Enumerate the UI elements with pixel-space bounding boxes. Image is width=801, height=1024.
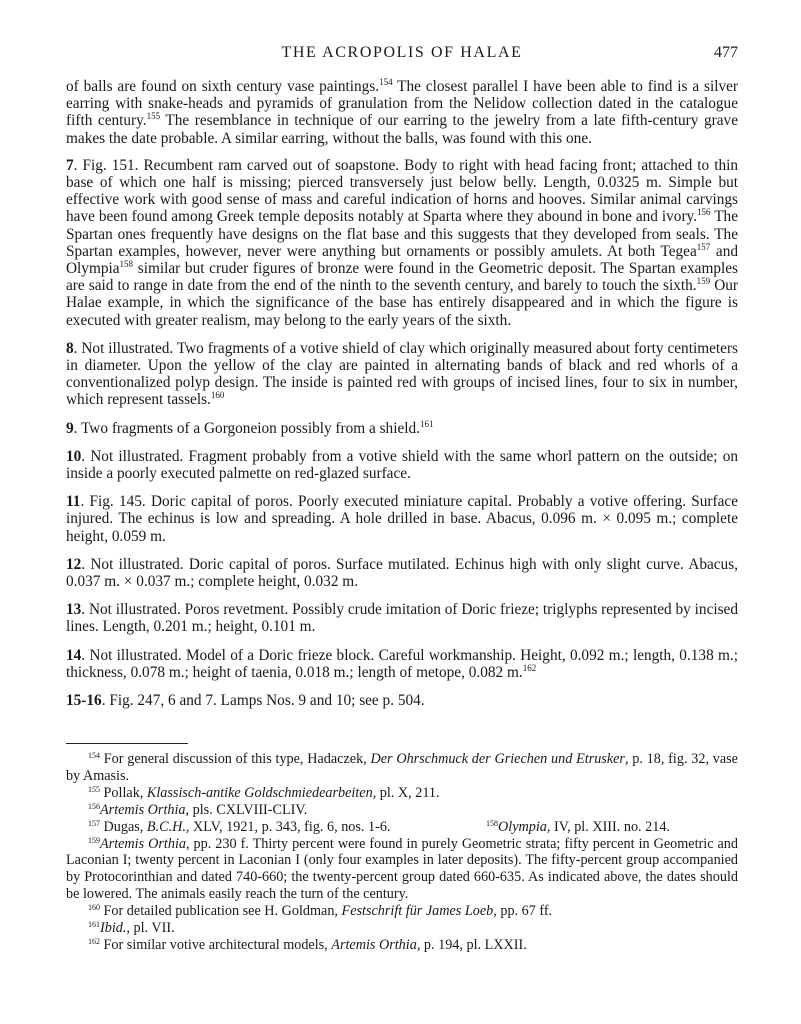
item-number: 9: [66, 419, 74, 437]
catalogue-item-9: 9. Two fragments of a Gorgoneion possibly from a shield.$^{161}$: [66, 418, 434, 437]
footnote-ref: 156: [697, 207, 711, 218]
cited-title: Artemis Orthia: [100, 801, 186, 818]
footnote-ref: 162: [522, 662, 537, 673]
catalogue-item-12: 12. Not illustrated. Doric capital of poros. Surface mutilated. Echinus high with only slight curve. Abacus, 0.037 m. × 0.037 m.; complete height, 0.032 m.: [66, 555, 738, 591]
footnote-161: $^{161}$Ibid., pl. VII.: [88, 920, 175, 937]
cited-title: B.C.H.: [146, 818, 186, 835]
item-number: 14: [66, 646, 82, 664]
footnotes: [66, 751, 738, 954]
footnote-157: $^{157}$ Dugas, B.C.H., XLV, 1921, p. 343, fig. 6, nos. 1-6.: [88, 818, 391, 835]
item-number: 13: [66, 601, 82, 619]
footnote-160: $^{160}$ For detailed publication see H. Goldman, Festschrift für James Loeb, pp. 67 ff.: [88, 903, 553, 920]
intro-paragraph: of balls are found on sixth century vase paintings.$^{154}$ The closest parallel I have been able to find is a silver earring with snake-heads and pyramids of granulation from the Nelidow collection dated in the catalogue fifth century.$^{155}$ The resemblance in technique of our earring to the jewelry from a late fifth-century grave makes the date probable. A similar earring, without the balls, was found with this one.: [66, 77, 738, 147]
footnote-159: $^{159}$Artemis Orthia, pp. 230 f. Thirty percent were found in purely Geometric strata; fifty percent in Geometric and Laconian I; twenty percent in Laconian I (only four examples in later deposits). The fifty-percent group accompanied by Protocorinthian and dated 740-660; the twenty-percent group dated 660-635. As indicated above, the dates should be lowered. The animals easily reach the turn of the century.: [66, 835, 738, 903]
footnote-number: 159: [88, 835, 100, 845]
footnote-ref: 159: [696, 276, 711, 287]
body-text: [66, 78, 738, 720]
catalogue-item-14: 14. Not illustrated. Model of a Doric frieze block. Careful workmanship. Height, 0.092 m.; length, 0.138 m.; thickness, 0.078 m.; height of taenia, 0.018 m.; length of metope, 0.082 m.$^{162}$: [66, 646, 738, 681]
catalogue-item-11: 11. Fig. 145. Doric capital of poros. Poorly executed miniature capital. Probably a votive offering. Surface injured. The echinus is low and spreading. A hole drilled in base. Abacus, 0.096 m. × 0.095 m.; complete height, 0.059 m.: [66, 493, 738, 545]
item-number: 11: [66, 493, 81, 511]
footnote-number: 154: [88, 751, 100, 760]
catalogue-item-13: 13. Not illustrated. Poros revetment. Possibly crude imitation of Doric frieze; triglyphs represented by incised lines. Length, 0.201 m.; height, 0.101 m.: [66, 601, 738, 636]
footnote-ref: 161: [419, 418, 434, 429]
catalogue-item-15-16: 15-16. Fig. 247, 6 and 7. Lamps Nos. 9 and 10; see p. 504.: [66, 692, 425, 710]
item-number: 12: [66, 555, 82, 573]
footnote-number: 160: [88, 903, 100, 913]
running-title: THE ACROPOLIS OF HALAE: [281, 44, 523, 61]
footnote-number: 155: [88, 784, 100, 794]
footnote-ref: 157: [696, 241, 711, 252]
footnote-separator: [66, 743, 188, 744]
cited-title: Festschrift für James Loeb: [341, 903, 494, 920]
cited-title: Artemis Orthia: [331, 936, 417, 953]
footnote-155: $^{155}$ Pollak, Klassisch-antike Goldschmiedearbeiten, pl. X, 211.: [88, 784, 440, 801]
cited-title: Artemis Orthia: [100, 835, 186, 852]
footnote-number: 158: [486, 818, 498, 828]
footnote-pair-157-158: [66, 819, 738, 836]
cited-title: Ibid.: [100, 920, 127, 937]
footnote-ref: 155: [146, 111, 161, 122]
footnote-number: 156: [88, 801, 100, 811]
footnote-156: $^{156}$Artemis Orthia, pls. CXLVIII-CLIV.: [88, 801, 308, 818]
footnote-ref: 154: [379, 77, 393, 87]
cited-title: Olympia: [498, 818, 547, 835]
cited-title: Klassisch-antike Goldschmiedearbeiten: [146, 784, 373, 801]
item-number: 15-16: [66, 692, 102, 710]
page-header: [66, 44, 738, 66]
page-number: 477: [714, 44, 738, 61]
item-number: 8: [66, 339, 74, 357]
catalogue-item-7: 7. Fig. 151. Recumbent ram carved out of soapstone. Body to right with head facing front; attached to thin base of which one half is missing; pierced transversely just below belly. Length, 0.0325 m. Simple but effective work with good sense of mass and careful indication of horns and hooves. Similar animal carvings have been found among Greek temple deposits notably at Sparta where they abound in bone and ivory.$^{156}$ The Spartan ones frequently have designs on the flat base and this suggests that they developed from seals. The Spartan examples, however, never were anything but ornaments or possibly amulets. At both Tegea$^{157}$ and Olympia$^{158}$ similar but cruder figures of bronze were found in the Geometric deposit. The Spartan examples are said to range in date from the end of the ninth to the seventh century, and barely to touch the sixth.$^{159}$ Our Halae example, in which the significance of the base has entirely disappeared and in which the figure is executed with greater realism, may belong to the early years of the sixth.: [66, 156, 738, 329]
footnote-number: 161: [88, 920, 100, 930]
footnote-number: 157: [88, 818, 100, 828]
item-number: 7: [66, 156, 74, 174]
catalogue-item-10: 10. Not illustrated. Fragment probably from a votive shield with the same whorl pattern on the outside; on inside a poorly executed palmette on red-glazed surface.: [66, 447, 738, 483]
footnote-162: $^{162}$ For similar votive architectural models, Artemis Orthia, p. 194, pl. LXXII.: [88, 936, 527, 953]
catalogue-item-8: 8. Not illustrated. Two fragments of a votive shield of clay which originally measured about forty centimeters in diameter. Upon the yellow of the clay are painted in alternating bands of black and red whorls of a conventionalized polyp design. The inside is painted red with groups of incised lines, four to six in number, which represent tassels.$^{160}$: [66, 339, 738, 409]
footnote-number: 162: [88, 936, 100, 946]
item-number: 10: [66, 447, 82, 465]
footnote-ref: 160: [210, 390, 225, 401]
cited-title: Der Ohrschmuck der Griechen und Etrusker: [370, 751, 625, 767]
footnote-158: $^{158}$Olympia, IV, pl. XIII. no. 214.: [486, 818, 670, 835]
footnote-154: $^{154}$ For general discussion of this type, Hadaczek, Der Ohrschmuck der Griechen und Etrusker, p. 18, fig. 32, vase by Amasis.: [66, 751, 738, 784]
footnote-ref: 158: [119, 259, 134, 270]
